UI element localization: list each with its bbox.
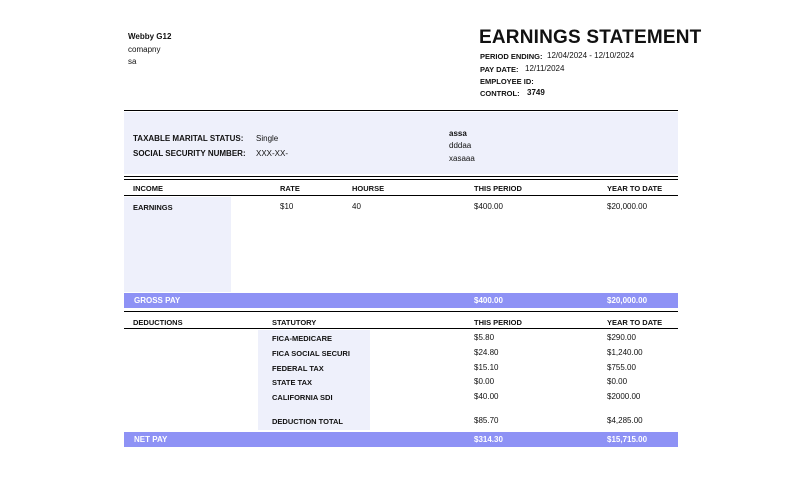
employee-address-2: xasaaa <box>449 154 475 163</box>
earnings-label: EARNINGS <box>133 203 173 212</box>
company-line-3: sa <box>128 57 137 66</box>
deduction-this-period: $0.00 <box>474 377 495 386</box>
deduction-label: CALIFORNIA SDI <box>272 393 333 402</box>
gross-pay-ytd: $20,000.00 <box>607 296 648 305</box>
deduction-label: STATE TAX <box>272 378 312 387</box>
deduction-ytd: $1,240.00 <box>607 348 643 357</box>
deduction-total-ytd: $4,285.00 <box>607 416 643 425</box>
net-pay-band <box>124 432 678 447</box>
earnings-rate: $10 <box>280 202 294 211</box>
net-pay-ytd: $15,715.00 <box>607 435 648 444</box>
employee-info-panel <box>124 112 678 174</box>
rule-top <box>124 110 678 111</box>
hours-header: HOURSE <box>352 184 385 193</box>
pay-date-label: PAY DATE: <box>480 65 519 74</box>
marital-status-value: Single <box>256 134 279 143</box>
deductions-header: DEDUCTIONS <box>133 318 183 327</box>
income-ytd-header: YEAR TO DATE <box>607 184 663 193</box>
deduction-this-period: $15.10 <box>474 363 499 372</box>
deduction-label: FICA SOCIAL SECURI <box>272 349 350 358</box>
deduction-this-period: $24.80 <box>474 348 499 357</box>
deduction-ytd: $0.00 <box>607 377 628 386</box>
rule-deductions-header <box>124 328 678 329</box>
earnings-hours: 40 <box>352 202 361 211</box>
company-name: Webby G12 <box>128 32 172 41</box>
earnings-ytd: $20,000.00 <box>607 202 648 211</box>
statement-title: EARNINGS STATEMENT <box>479 27 702 48</box>
rule-income-top-2 <box>124 179 678 180</box>
marital-status-label: TAXABLE MARITAL STATUS: <box>133 134 244 143</box>
period-ending-value: 12/04/2024 - 12/10/2024 <box>547 51 635 60</box>
rate-header: RATE <box>280 184 300 193</box>
control-value: 3749 <box>527 88 545 97</box>
ssn-value: XXX-XX- <box>256 149 289 158</box>
deduction-label: FICA-MEDICARE <box>272 334 332 343</box>
deduction-label: FEDERAL TAX <box>272 364 324 373</box>
rule-income-top-1 <box>124 176 678 177</box>
period-ending-label: PERIOD ENDING: <box>480 52 543 61</box>
deduction-ytd: $2000.00 <box>607 392 641 401</box>
deduction-this-period: $5.80 <box>474 333 495 342</box>
net-pay-this-period: $314.30 <box>474 435 503 444</box>
earnings-this-period: $400.00 <box>474 202 503 211</box>
income-this-period-header: THIS PERIOD <box>474 184 522 193</box>
deduction-this-period: $40.00 <box>474 392 499 401</box>
deduction-ytd: $755.00 <box>607 363 636 372</box>
income-header: INCOME <box>133 184 163 193</box>
ssn-label: SOCIAL SECURITY NUMBER: <box>133 149 246 158</box>
control-label: CONTROL: <box>480 89 520 98</box>
deduction-total-this-period: $85.70 <box>474 416 499 425</box>
company-line-2: comapny <box>128 45 161 54</box>
statutory-header: STATUTORY <box>272 318 317 327</box>
deductions-this-period-header: THIS PERIOD <box>474 318 522 327</box>
gross-pay-this-period: $400.00 <box>474 296 503 305</box>
rule-income-header <box>124 195 678 196</box>
deductions-ytd-header: YEAR TO DATE <box>607 318 663 327</box>
employee-id-label: EMPLOYEE ID: <box>480 77 534 86</box>
pay-date-value: 12/11/2024 <box>525 64 565 73</box>
deduction-ytd: $290.00 <box>607 333 636 342</box>
employee-address-1: dddaa <box>449 141 472 150</box>
employee-name: assa <box>449 129 467 138</box>
rule-deductions-top <box>124 311 678 312</box>
net-pay-label: NET PAY <box>134 435 168 444</box>
gross-pay-band <box>124 293 678 308</box>
gross-pay-label: GROSS PAY <box>134 296 181 305</box>
deduction-total-label: DEDUCTION TOTAL <box>272 417 343 426</box>
